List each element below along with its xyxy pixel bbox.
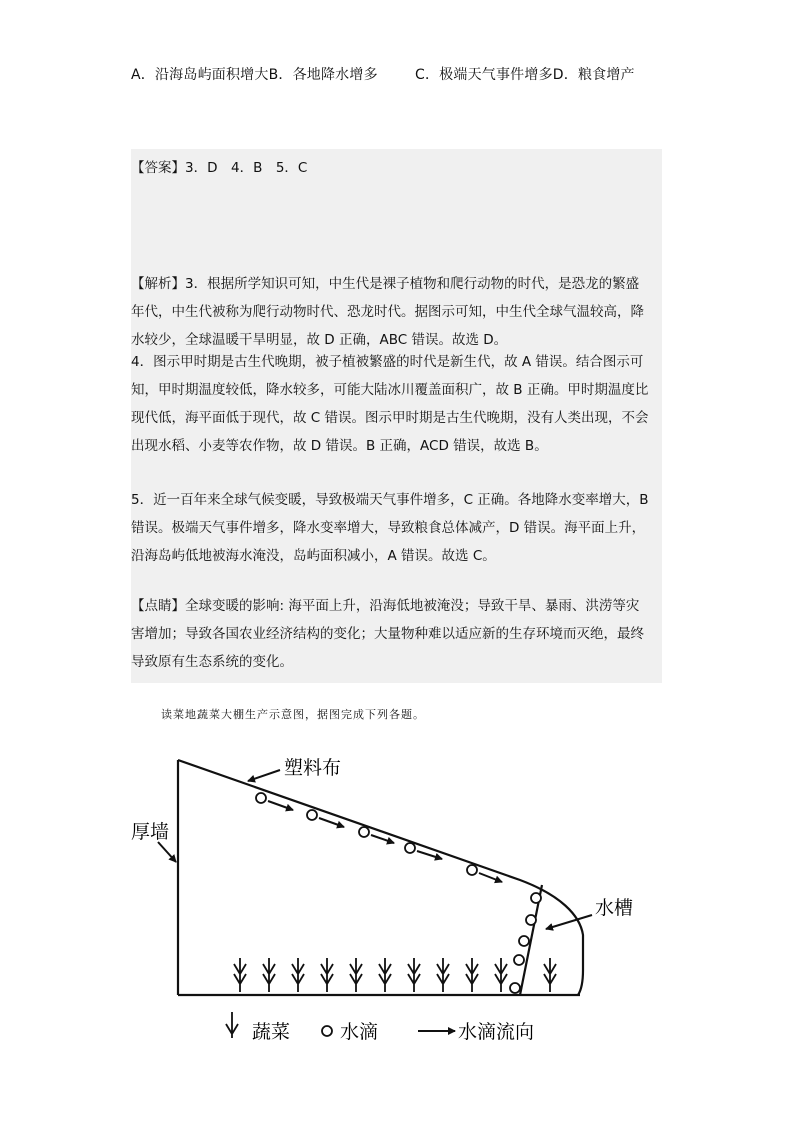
option-a: A．沿海岛屿面积增大: [131, 67, 269, 83]
vegetable-icon: [321, 958, 333, 992]
droplet-icon: [526, 915, 536, 925]
plastic-label: 塑料布: [284, 757, 342, 779]
vegetable-icon: [408, 958, 420, 992]
text-line: 年代，中生代被称为爬行动物时代、恐龙时代。据图示可知，中生代全球气温较高，降: [131, 304, 644, 320]
droplet-icon: [467, 865, 477, 875]
diagram-intro: 读菜地蔬菜大棚生产示意图，据图完成下列各题。: [161, 708, 425, 721]
vegetable-icon: [350, 958, 362, 992]
flow-arrow-icon: [268, 801, 293, 810]
label-pointers: [158, 770, 592, 929]
droplet-icon: [359, 827, 369, 837]
legend-vegetable-icon: [226, 1012, 238, 1038]
plastic-pointer: [248, 770, 280, 781]
droplet-icon: [531, 893, 541, 903]
flow-arrow-icon: [479, 873, 502, 882]
legend-flow-label: 水滴流向: [458, 1021, 535, 1043]
legend: [226, 1012, 534, 1043]
droplet-icon: [307, 810, 317, 820]
text-line: 5．近一百年来全球气候变暖，导致极端天气事件增多，C 正确。各地降水变率增大，B: [131, 492, 649, 508]
vegetable-icon: [379, 958, 391, 992]
text-line: 沿海岛屿低地被海水淹没，岛屿面积减小，A 错误。故选 C。: [131, 548, 496, 564]
vegetable-icon: [292, 958, 304, 992]
text-line: 导致原有生态系统的变化。: [131, 654, 293, 670]
wall-label: 厚墙: [131, 821, 170, 843]
legend-droplet-icon: [322, 1026, 332, 1036]
vegetable-icon: [544, 958, 556, 992]
text-line: 现代低，海平面低于现代，故 C 错误。图示甲时期是古生代晚期，没有人类出现，不会: [131, 410, 649, 426]
vegetable-icon: [437, 958, 449, 992]
flow-arrow-icon: [319, 818, 344, 827]
answer-line: 【答案】3．D 4．B 5．C: [131, 160, 308, 176]
option-d: D．粮食增产: [552, 67, 635, 83]
vegetable-icon: [234, 958, 246, 992]
vegetables: [234, 958, 556, 992]
legend-vegetable-label: 蔬菜: [252, 1021, 291, 1043]
wall-pointer: [158, 842, 176, 862]
text-line: 害增加；导致各国农业经济结构的变化；大量物种难以适应新的生存环境而灭绝，最终: [131, 626, 644, 642]
droplet-icon: [519, 936, 529, 946]
text-line: 【解析】3．根据所学知识可知，中生代是裸子植物和爬行动物的时代，是恐龙的繁盛: [131, 276, 640, 292]
vegetable-icon: [495, 958, 507, 992]
option-c: C．极端天气事件增多: [415, 67, 553, 83]
droplet-icon: [405, 843, 415, 853]
droplet-icon: [514, 955, 524, 965]
text-line: 【点睛】全球变暖的影响: 海平面上升，沿海低地被淹没；导致干旱、暴雨、洪涝等灾: [131, 598, 640, 614]
legend-droplet-label: 水滴: [340, 1021, 379, 1043]
vegetable-icon: [466, 958, 478, 992]
trough-pointer: [546, 915, 592, 929]
droplet-icon: [510, 983, 520, 993]
trough-label: 水槽: [595, 897, 634, 919]
text-line: 知，甲时期温度较低，降水较多，可能大陆冰川覆盖面积广，故 B 正确。甲时期温度比: [131, 382, 649, 398]
text-line: 4．图示甲时期是古生代晚期，被子植被繁盛的时代是新生代，故 A 错误。结合图示可: [131, 354, 644, 370]
droplet-icon: [256, 793, 266, 803]
text-line: 水较少，全球温暖干旱明显，故 D 正确，ABC 错误。故选 D。: [131, 332, 508, 348]
option-b: B．各地降水增多: [268, 67, 378, 83]
text-line: 错误。极端天气事件增多，降水变率增大，导致粮食总体减产，D 错误。海平面上升，: [131, 520, 646, 536]
vegetable-icon: [263, 958, 275, 992]
flow-arrow-icon: [371, 835, 394, 843]
text-line: 出现水稻、小麦等农作物，故 D 错误。B 正确，ACD 错误，故选 B。: [131, 438, 548, 454]
